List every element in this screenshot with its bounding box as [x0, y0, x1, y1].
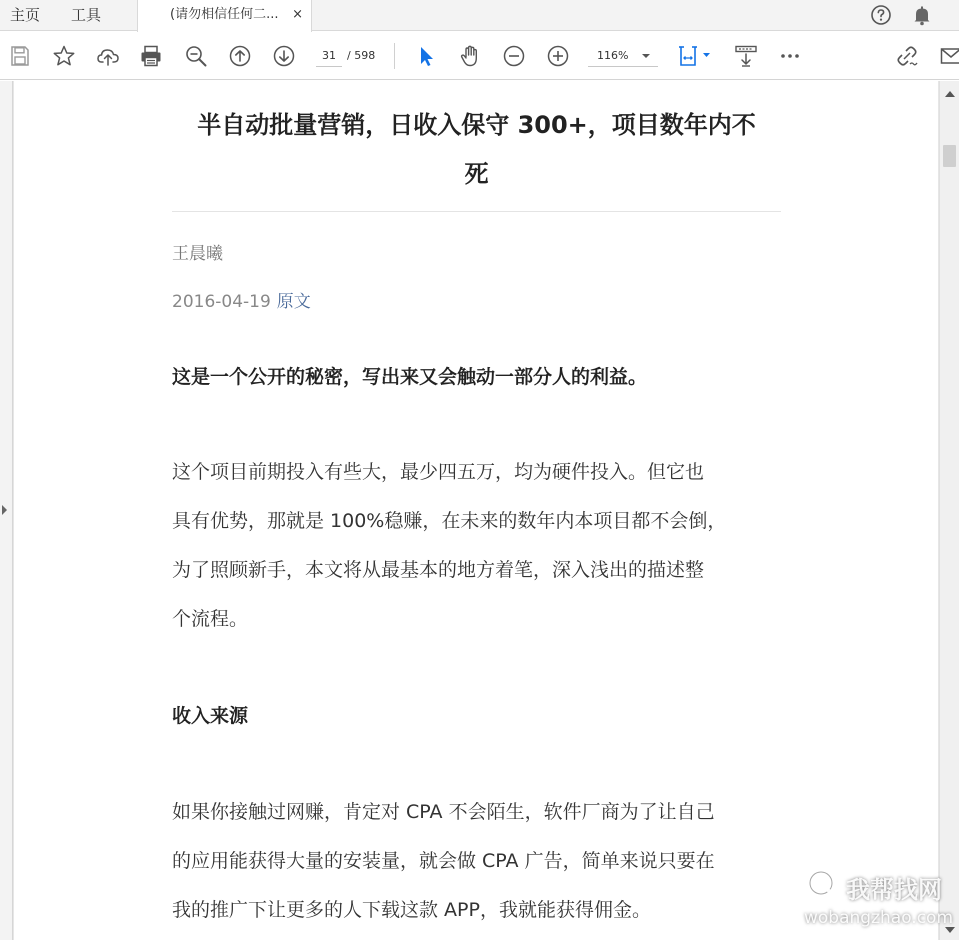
article-author: 王晨曦 [172, 244, 223, 264]
article-date: 2016-04-19 [172, 292, 271, 312]
fit-page-icon[interactable] [676, 43, 716, 69]
zoom-level-dropdown[interactable] [588, 45, 658, 67]
article-dateline [172, 290, 311, 314]
toolbar [0, 32, 959, 80]
watermark [806, 866, 956, 932]
title-divider [172, 211, 781, 212]
article-title-line-2: 死 [464, 160, 489, 188]
expand-left-panel-icon[interactable] [2, 505, 7, 515]
document-viewer [0, 81, 959, 940]
notification-bell-icon[interactable] [911, 4, 933, 26]
page-up-icon[interactable] [227, 43, 253, 69]
tab-tools[interactable]: 工具 [71, 6, 102, 24]
left-panel-gutter [0, 81, 13, 940]
paragraph-2-line-1: 如果你接触过网赚，肯定对 CPA 不会陌生，软件厂商为了让自己 [172, 801, 715, 823]
toolbar-divider [394, 43, 395, 69]
article-title-line-1: 半自动批量营销，日收入保守 300+，项目数年内不 [197, 111, 756, 139]
document-page [14, 81, 938, 940]
vertical-scrollbar[interactable] [939, 81, 959, 940]
paragraph-1-line-4: 个流程。 [172, 608, 249, 630]
paragraph-2-line-3: 我的推广下让更多的人下载这款 APP，我就能获得佣金。 [172, 899, 651, 921]
page-total-label: / 598 [347, 49, 376, 62]
sign-link-icon[interactable] [894, 43, 920, 69]
paragraph-1-line-2: 具有优势，那就是 100%稳赚，在未来的数年内本项目都不会倒， [172, 510, 727, 532]
hand-tool-icon[interactable] [457, 43, 483, 69]
chevron-down-icon [642, 54, 650, 58]
page-number-input[interactable]: 31 [316, 45, 342, 67]
print-icon[interactable] [138, 43, 164, 69]
help-icon[interactable] [870, 4, 892, 26]
article-title [172, 101, 781, 199]
close-tab-icon[interactable]: × [292, 7, 303, 22]
zoom-minus-icon[interactable] [501, 43, 527, 69]
paragraph-2-line-2: 的应用能获得大量的安装量，就会做 CPA 广告，简单来说只要在 [172, 850, 715, 872]
select-cursor-icon[interactable] [413, 43, 439, 69]
tab-document[interactable] [137, 0, 312, 32]
more-icon[interactable] [777, 43, 803, 69]
scroll-mode-icon[interactable] [733, 43, 759, 69]
zoom-out-magnifier-icon[interactable] [183, 43, 209, 69]
upload-cloud-icon[interactable] [95, 43, 121, 69]
document-tab-title: (请勿相信任何二... [170, 7, 279, 22]
scroll-up-icon[interactable] [945, 91, 955, 97]
scroll-thumb[interactable] [943, 145, 956, 167]
article-lead: 这是一个公开的秘密，写出来又会触动一部分人的利益。 [172, 366, 648, 388]
tab-bar [0, 0, 959, 31]
zoom-plus-icon[interactable] [545, 43, 571, 69]
paragraph-1-line-1: 这个项目前期投入有些大，最少四五万，均为硬件投入。但它也 [172, 461, 705, 483]
zoom-level-value: 116% [597, 49, 629, 62]
paragraph-1-line-3: 为了照顾新手，本文将从最基本的地方着笔，深入浅出的描述整 [172, 559, 705, 581]
watermark-text-cn: 我帮找网 [846, 876, 942, 904]
source-link[interactable]: 原文 [276, 292, 311, 312]
watermark-text-en: wobangzhao.com [804, 908, 954, 928]
page-down-icon[interactable] [271, 43, 297, 69]
tab-home[interactable]: 主页 [10, 6, 41, 24]
mail-icon[interactable] [938, 43, 959, 69]
save-icon[interactable] [7, 43, 33, 69]
watermark-magnifier-icon [806, 868, 842, 904]
bookmark-star-icon[interactable] [51, 43, 77, 69]
section-heading: 收入来源 [172, 705, 249, 727]
